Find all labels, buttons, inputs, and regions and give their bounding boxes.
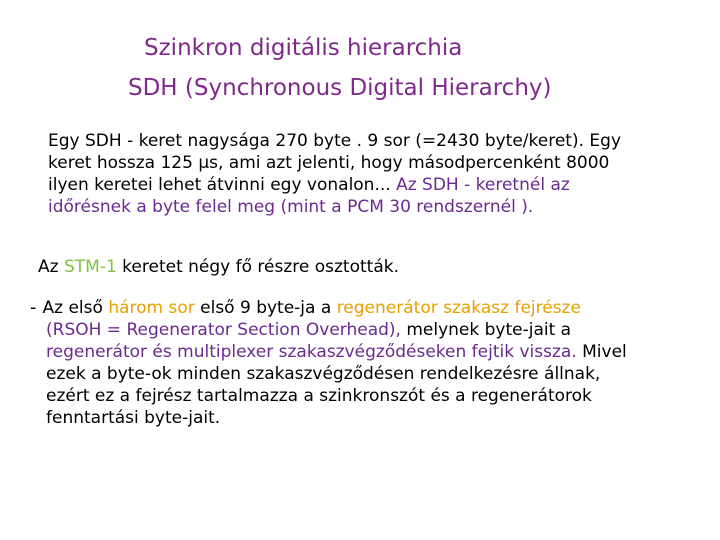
text-plain: keretet négy fő részre osztották.	[116, 257, 399, 277]
text-plain: első 9 byte-ja a	[194, 298, 337, 318]
text-highlight: regenerátor szakasz fejrésze	[336, 298, 581, 318]
text-plain: ilyen keretei lehet átvinni egy vonalon...	[48, 175, 397, 195]
text-highlight-stm1: STM-1	[63, 257, 117, 277]
paragraph-line	[48, 174, 621, 196]
text-highlight: regenerátor és multiplexer szakaszvégződéseken fejtik vissza.	[46, 342, 577, 362]
paragraph-line	[30, 297, 627, 319]
text-highlight: Az SDH - keretnél az	[396, 175, 570, 195]
text-plain: Az első	[42, 298, 109, 318]
paragraph-line: Egy SDH - keret nagysága 270 byte . 9 sor (=2430 byte/keret). Egy	[48, 131, 622, 151]
paragraph-line: keret hossza 125 µs, ami azt jelenti, hogy másodpercenként 8000	[48, 153, 610, 173]
text-highlight: (RSOH = Regenerator Section Overhead),	[46, 320, 401, 340]
paragraph-line	[30, 341, 627, 363]
text-plain: melynek byte-jait a	[400, 320, 572, 340]
text-plain: Mivel	[576, 342, 627, 362]
paragraph-line: fenntartási byte-jait.	[46, 408, 221, 428]
text-highlight: időrésnek a byte felel meg (mint a PCM 30 rendszernél ).	[48, 197, 534, 217]
text-highlight: három sor	[108, 298, 195, 318]
paragraph-rsoh	[30, 297, 627, 429]
paragraph-stm1	[38, 256, 399, 278]
paragraph-line: ezek a byte-ok minden szakaszvégződésen rendelkezésre állnak,	[46, 364, 601, 384]
dash-bullet: -	[30, 297, 37, 318]
paragraph-sdh-frame	[48, 130, 621, 218]
paragraph-line	[30, 319, 627, 341]
text-plain: Az	[38, 257, 64, 277]
title-line-2: SDH (Synchronous Digital Hierarchy)	[128, 75, 552, 101]
paragraph-line	[48, 196, 621, 218]
paragraph-line: ezért ez a fejrész tartalmazza a szinkronszót és a regenerátorok	[46, 386, 592, 406]
title-line-1: Szinkron digitális hierarchia	[144, 35, 463, 61]
